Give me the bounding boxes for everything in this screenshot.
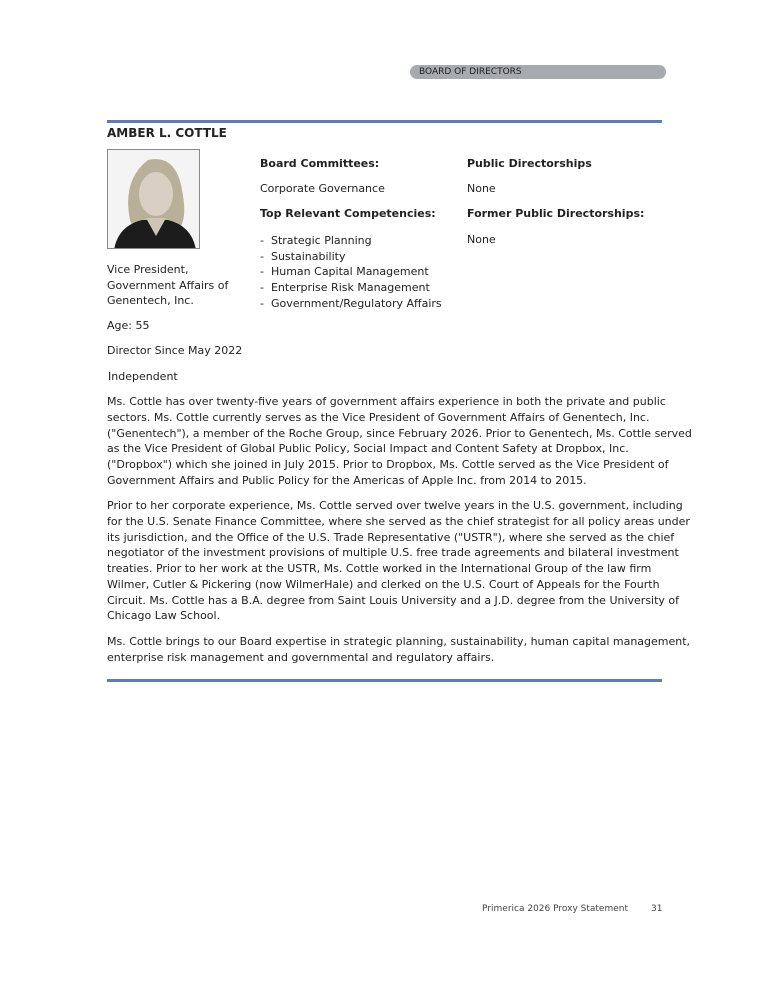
title-line: Government Affairs of <box>107 278 229 292</box>
bio-line: sectors. Ms. Cottle currently serves as the Vice President of Government Affairs of Genentech, Inc. <box>107 410 650 424</box>
director-photo <box>107 149 200 249</box>
bio-line: Ms. Cottle brings to our Board expertise in strategic planning, sustainability, human capital management, <box>107 635 691 648</box>
bio-line: Prior to her corporate experience, Ms. Cottle served over twelve years in the U.S. government, including <box>107 499 683 512</box>
former-directorships-label: Former Public Directorships: <box>467 207 645 220</box>
competency-item: - Government/Regulatory Affairs <box>260 296 442 310</box>
bio-line: its jurisdiction, and the Office of the U.S. Trade Representative ("USTR"), where she served as the chief <box>107 530 675 544</box>
competency-item: - Enterprise Risk Management <box>260 281 430 295</box>
independence-status: Independent <box>108 370 178 383</box>
bio-line: for the U.S. Senate Finance Committee, where she served as the chief strategist for all policy areas under <box>107 514 690 528</box>
title-line: Genentech, Inc. <box>107 294 194 308</box>
bio-paragraph <box>107 498 690 624</box>
public-directorships-label: Public Directorships <box>467 157 592 170</box>
former-directorships-value: None <box>467 233 496 246</box>
competencies-label: Top Relevant Competencies: <box>260 207 436 220</box>
bio-line: Wilmer, Cutler & Pickering (now WilmerHale) and clerked on the U.S. Court of Appeals for the Fourth <box>107 577 660 591</box>
bio-line: Government Affairs and Public Policy for the Americas of Apple Inc. from 2014 to 2015. <box>107 473 587 487</box>
competency-item: - Sustainability <box>260 249 346 263</box>
bio-line: enterprise risk management and governmental and regulatory affairs. <box>107 650 495 664</box>
public-directorships-value: None <box>467 182 496 195</box>
director-name: AMBER L. COTTLE <box>107 126 227 140</box>
director-title <box>107 262 228 309</box>
competency-item: - Human Capital Management <box>260 265 429 279</box>
director-since: Director Since May 2022 <box>107 344 243 357</box>
competencies-list <box>260 233 442 312</box>
bio-line: ("Dropbox") which she joined in July 2015. Prior to Dropbox, Ms. Cottle served as the Vice President of <box>107 458 669 471</box>
page-number: 31 <box>651 904 663 914</box>
footer-publication: Primerica 2026 Proxy Statement <box>482 904 628 914</box>
bio-line: as the Vice President of Global Public Policy, Social Impact and Content Safety at Dropbox, Inc. <box>107 442 629 456</box>
section-header-pill: BOARD OF DIRECTORS <box>410 65 666 79</box>
director-age: Age: 55 <box>107 319 150 332</box>
top-divider <box>107 120 662 123</box>
bio-line: Circuit. Ms. Cottle has a B.A. degree from Saint Louis University and a J.D. degree from the University of <box>107 593 680 607</box>
bio-line: ("Genentech"), a member of the Roche Group, since February 2026. Prior to Genentech, Ms. Cottle served <box>107 426 692 440</box>
title-line: Vice President, <box>107 263 189 276</box>
committees-label: Board Committees: <box>260 157 380 170</box>
bio-line: Chicago Law School. <box>107 609 221 623</box>
bio-paragraph <box>107 634 690 666</box>
bio-line: negotiator of the investment provisions of multiple U.S. free trade agreements and bilateral investment <box>107 546 679 560</box>
bio-line: Ms. Cottle has over twenty-five years of government affairs experience in both the private and public <box>107 395 666 408</box>
bottom-divider <box>107 679 662 682</box>
bio-paragraph <box>107 394 692 489</box>
committees-value: Corporate Governance <box>260 182 385 195</box>
bio-line: treaties. Prior to her work at the USTR, Ms. Cottle worked in the International Group of the law firm <box>107 562 652 575</box>
competency-item: - Strategic Planning <box>260 234 372 247</box>
